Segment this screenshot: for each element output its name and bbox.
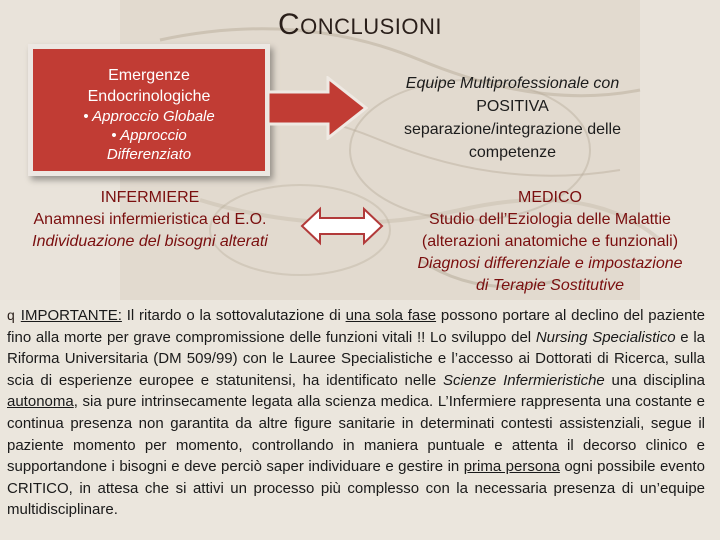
nurse-block [0, 187, 300, 253]
arrow-right-icon [268, 76, 368, 140]
right-top-line2: POSITIVA [476, 98, 549, 115]
box-heading-line1: Emergenze [108, 67, 190, 84]
right-top-line3: separazione/integrazione delle [403, 121, 622, 138]
para-text-6: e la Riforma Universitaria (DM 509/99) con le Lauree Specialistiche e l’accesso ai Dottorati di Ricerca, sulla scia di esperienze europee e statunitensi, ha identificato nelle [7, 328, 705, 389]
right-top-line1: Equipe Multiprofessionale con [405, 75, 620, 92]
doctor-heading: MEDICO [518, 189, 582, 206]
checkbox-bullet-icon: q [7, 307, 15, 323]
para-text-8: una disciplina [604, 371, 705, 389]
title-rest: ONCLUSIONI [300, 14, 443, 39]
doctor-block [385, 187, 715, 297]
para-important: IMPORTANTE: [20, 307, 122, 324]
doctor-line4: Diagnosi differenziale e impostazione [417, 255, 683, 272]
doctor-line3: (alterazioni anatomiche e funzionali) [421, 233, 679, 250]
para-text-12: ogni possibile evento CRITICO, in attesa che si attivi un processo più complesso con la necessaria presenza di un’equipe multidisciplinare. [7, 458, 705, 519]
right-top-line4: competenze [468, 144, 557, 161]
para-text-10: , sia pure intrinsecamente legata alla scienza medica. L’Infermiere rappresenta una costante e continua presenza non garantita da altre figure sanitarie in determinati contesti assistenziali, segue il paziente momento per momento, controllando in maniera puntuale e attenta il decorso clinico e supportandone i bisogni e deve perciò saper individuare e gestire in [7, 393, 705, 476]
box-bullet-1: • Approccio Globale [83, 108, 215, 125]
box-bullet-2b: Differenziato [106, 146, 192, 163]
box-heading-line2: Endocrinologiche [87, 88, 211, 105]
nurse-line2: Anamnesi infermieristica ed E.O. [33, 211, 267, 228]
double-arrow-icon [300, 206, 384, 246]
nurse-line3: Individuazione del bisogni alterati [32, 233, 268, 250]
para-autonoma: autonoma [7, 393, 74, 411]
doctor-line2: Studio dell’Eziologia delle Malattie [429, 211, 671, 228]
doctor-line5: di Terapie Sostitutive [476, 277, 624, 294]
title-first-letter: C [277, 8, 301, 41]
page-title [0, 8, 720, 42]
para-one-phase: una sola fase [345, 307, 437, 324]
para-nursing-specialistico: Nursing Specialistico [535, 328, 676, 346]
endocrine-emergencies-box [28, 44, 270, 176]
box-heading [33, 65, 265, 107]
box-bullet-2: • Approccio [111, 127, 187, 144]
conclusion-paragraph [7, 305, 705, 521]
para-prima-persona: prima persona [463, 458, 560, 476]
para-scienze-infermieristiche: Scienze Infermieristiche [442, 371, 605, 389]
nurse-heading: INFERMIERE [100, 189, 200, 206]
para-text-4: possono portare al declino del paziente fino alla morte per grave compromissione delle funzioni vitali !! Lo sviluppo del [7, 307, 705, 346]
multiprofessional-team-text [370, 72, 655, 164]
para-text-2: Il ritardo o la sottovalutazione di [121, 307, 346, 324]
